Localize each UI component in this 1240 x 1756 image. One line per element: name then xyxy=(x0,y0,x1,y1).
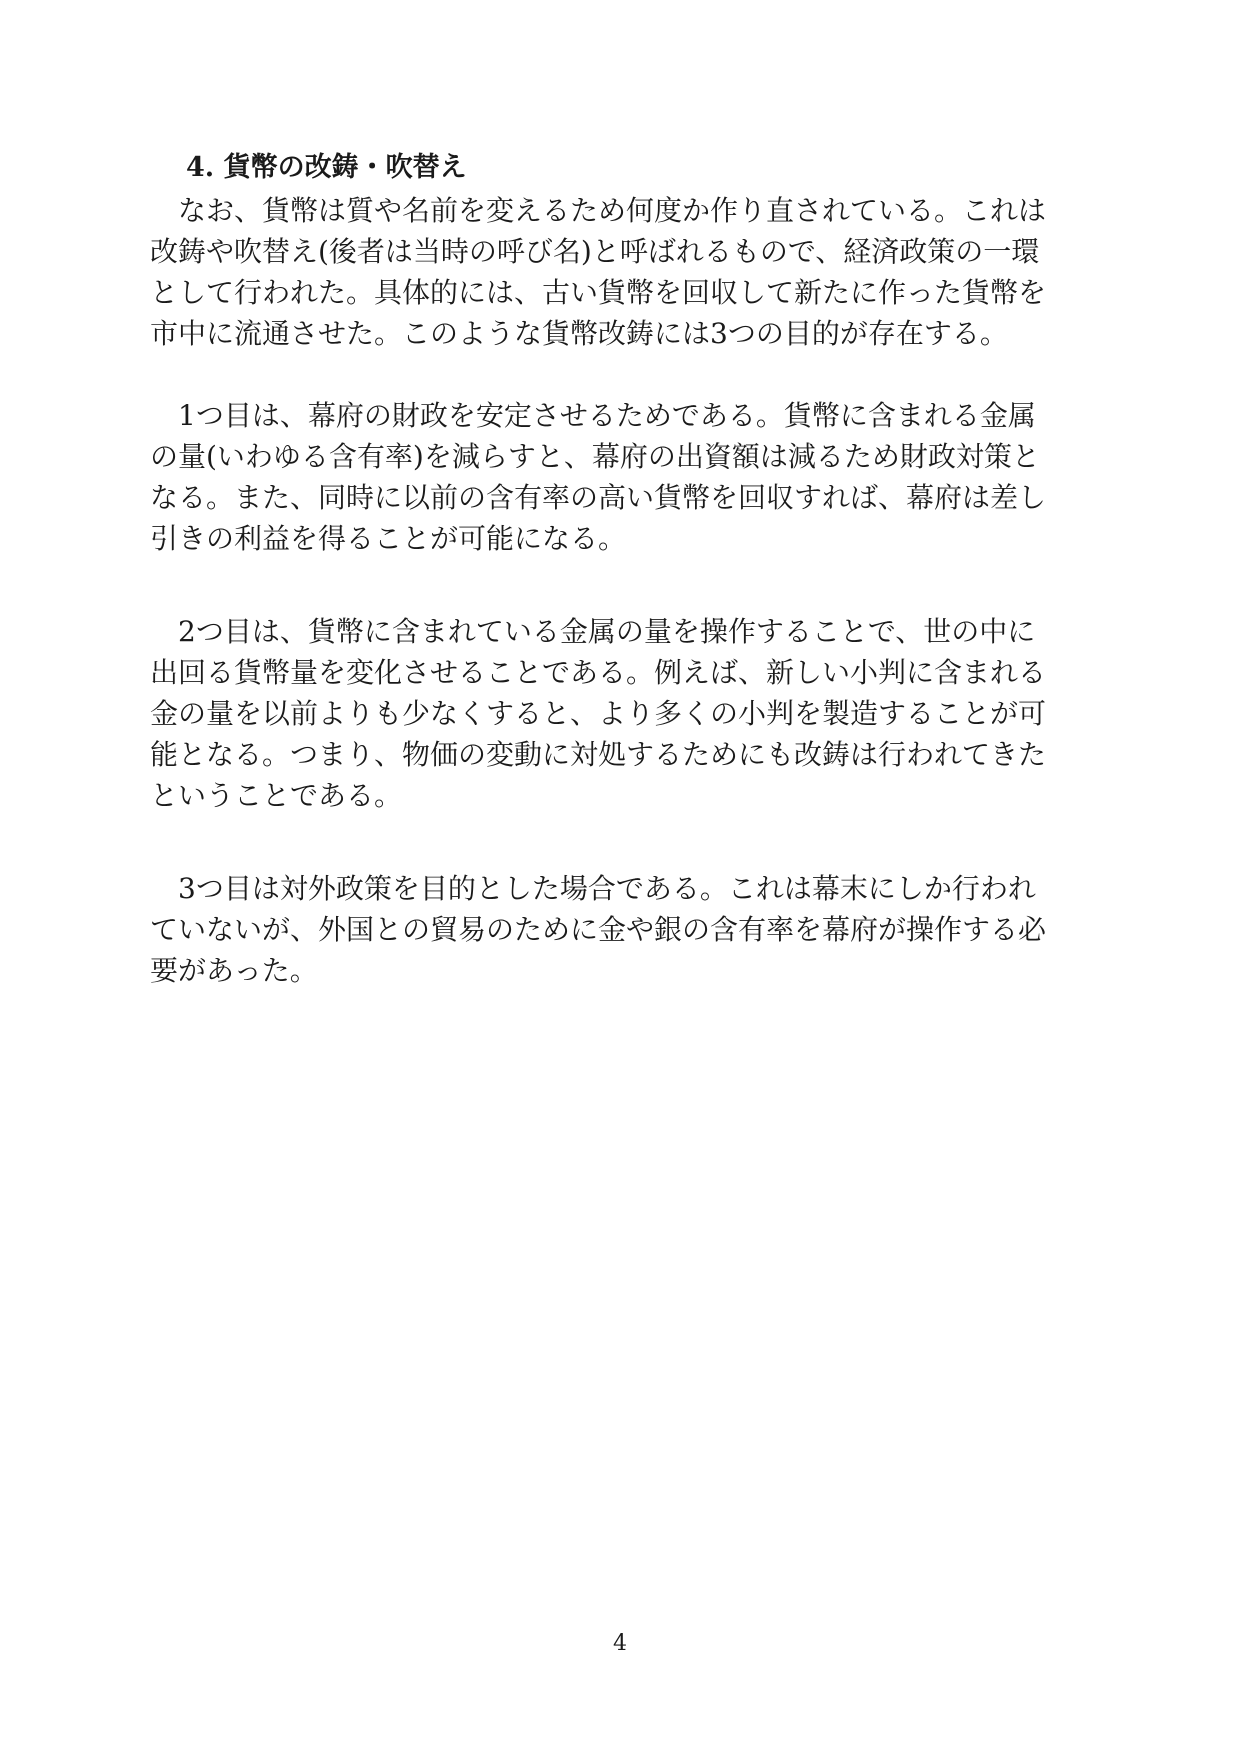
paragraph-intro xyxy=(150,190,1090,354)
paragraph-line: 2つ目は、貨幣に含まれている金属の量を操作することで、世の中に xyxy=(178,615,1036,648)
paragraph-first-purpose xyxy=(150,395,1090,559)
page-content xyxy=(150,146,1090,991)
paragraph-line: の量(いわゆる含有率)を減らすと、幕府の出資額は減るため財政対策と xyxy=(150,440,1040,473)
paragraph-line: 金の量を以前よりも少なくすると、より多くの小判を製造することが可 xyxy=(150,697,1047,730)
paragraph-line: 3つ目は対外政策を目的とした場合である。これは幕末にしか行われ xyxy=(178,872,1036,905)
paragraph-line: なる。また、同時に以前の含有率の高い貨幣を回収すれば、幕府は差し xyxy=(150,481,1047,514)
section-heading: 4. 貨幣の改鋳・吹替え xyxy=(186,152,467,183)
paragraph-line: ということである。 xyxy=(150,779,403,812)
page-number: 4 xyxy=(613,1631,627,1656)
paragraph-line: なお、貨幣は質や名前を変えるため何度か作り直されている。これは xyxy=(178,194,1047,227)
paragraph-third-purpose xyxy=(150,868,1090,991)
paragraph-line: 市中に流通させた。このような貨幣改鋳には3つの目的が存在する。 xyxy=(150,317,1008,350)
paragraph-line: 要があった。 xyxy=(150,954,318,987)
paragraph-line: 出回る貨幣量を変化させることである。例えば、新しい小判に含まれる xyxy=(150,656,1047,689)
paragraph-line: 引きの利益を得ることが可能になる。 xyxy=(150,522,627,555)
paragraph-line: 改鋳や吹替え(後者は当時の呼び名)と呼ばれるもので、経済政策の一環 xyxy=(150,235,1040,268)
paragraph-line: ていないが、外国との貿易のために金や銀の含有率を幕府が操作する必 xyxy=(150,913,1047,946)
paragraph-line: として行われた。具体的には、古い貨幣を回収して新たに作った貨幣を xyxy=(150,276,1047,309)
paragraph-second-purpose xyxy=(150,611,1090,816)
paragraph-line: 1つ目は、幕府の財政を安定させるためである。貨幣に含まれる金属 xyxy=(178,399,1036,432)
paragraph-line: 能となる。つまり、物価の変動に対処するためにも改鋳は行われてきた xyxy=(150,738,1047,771)
